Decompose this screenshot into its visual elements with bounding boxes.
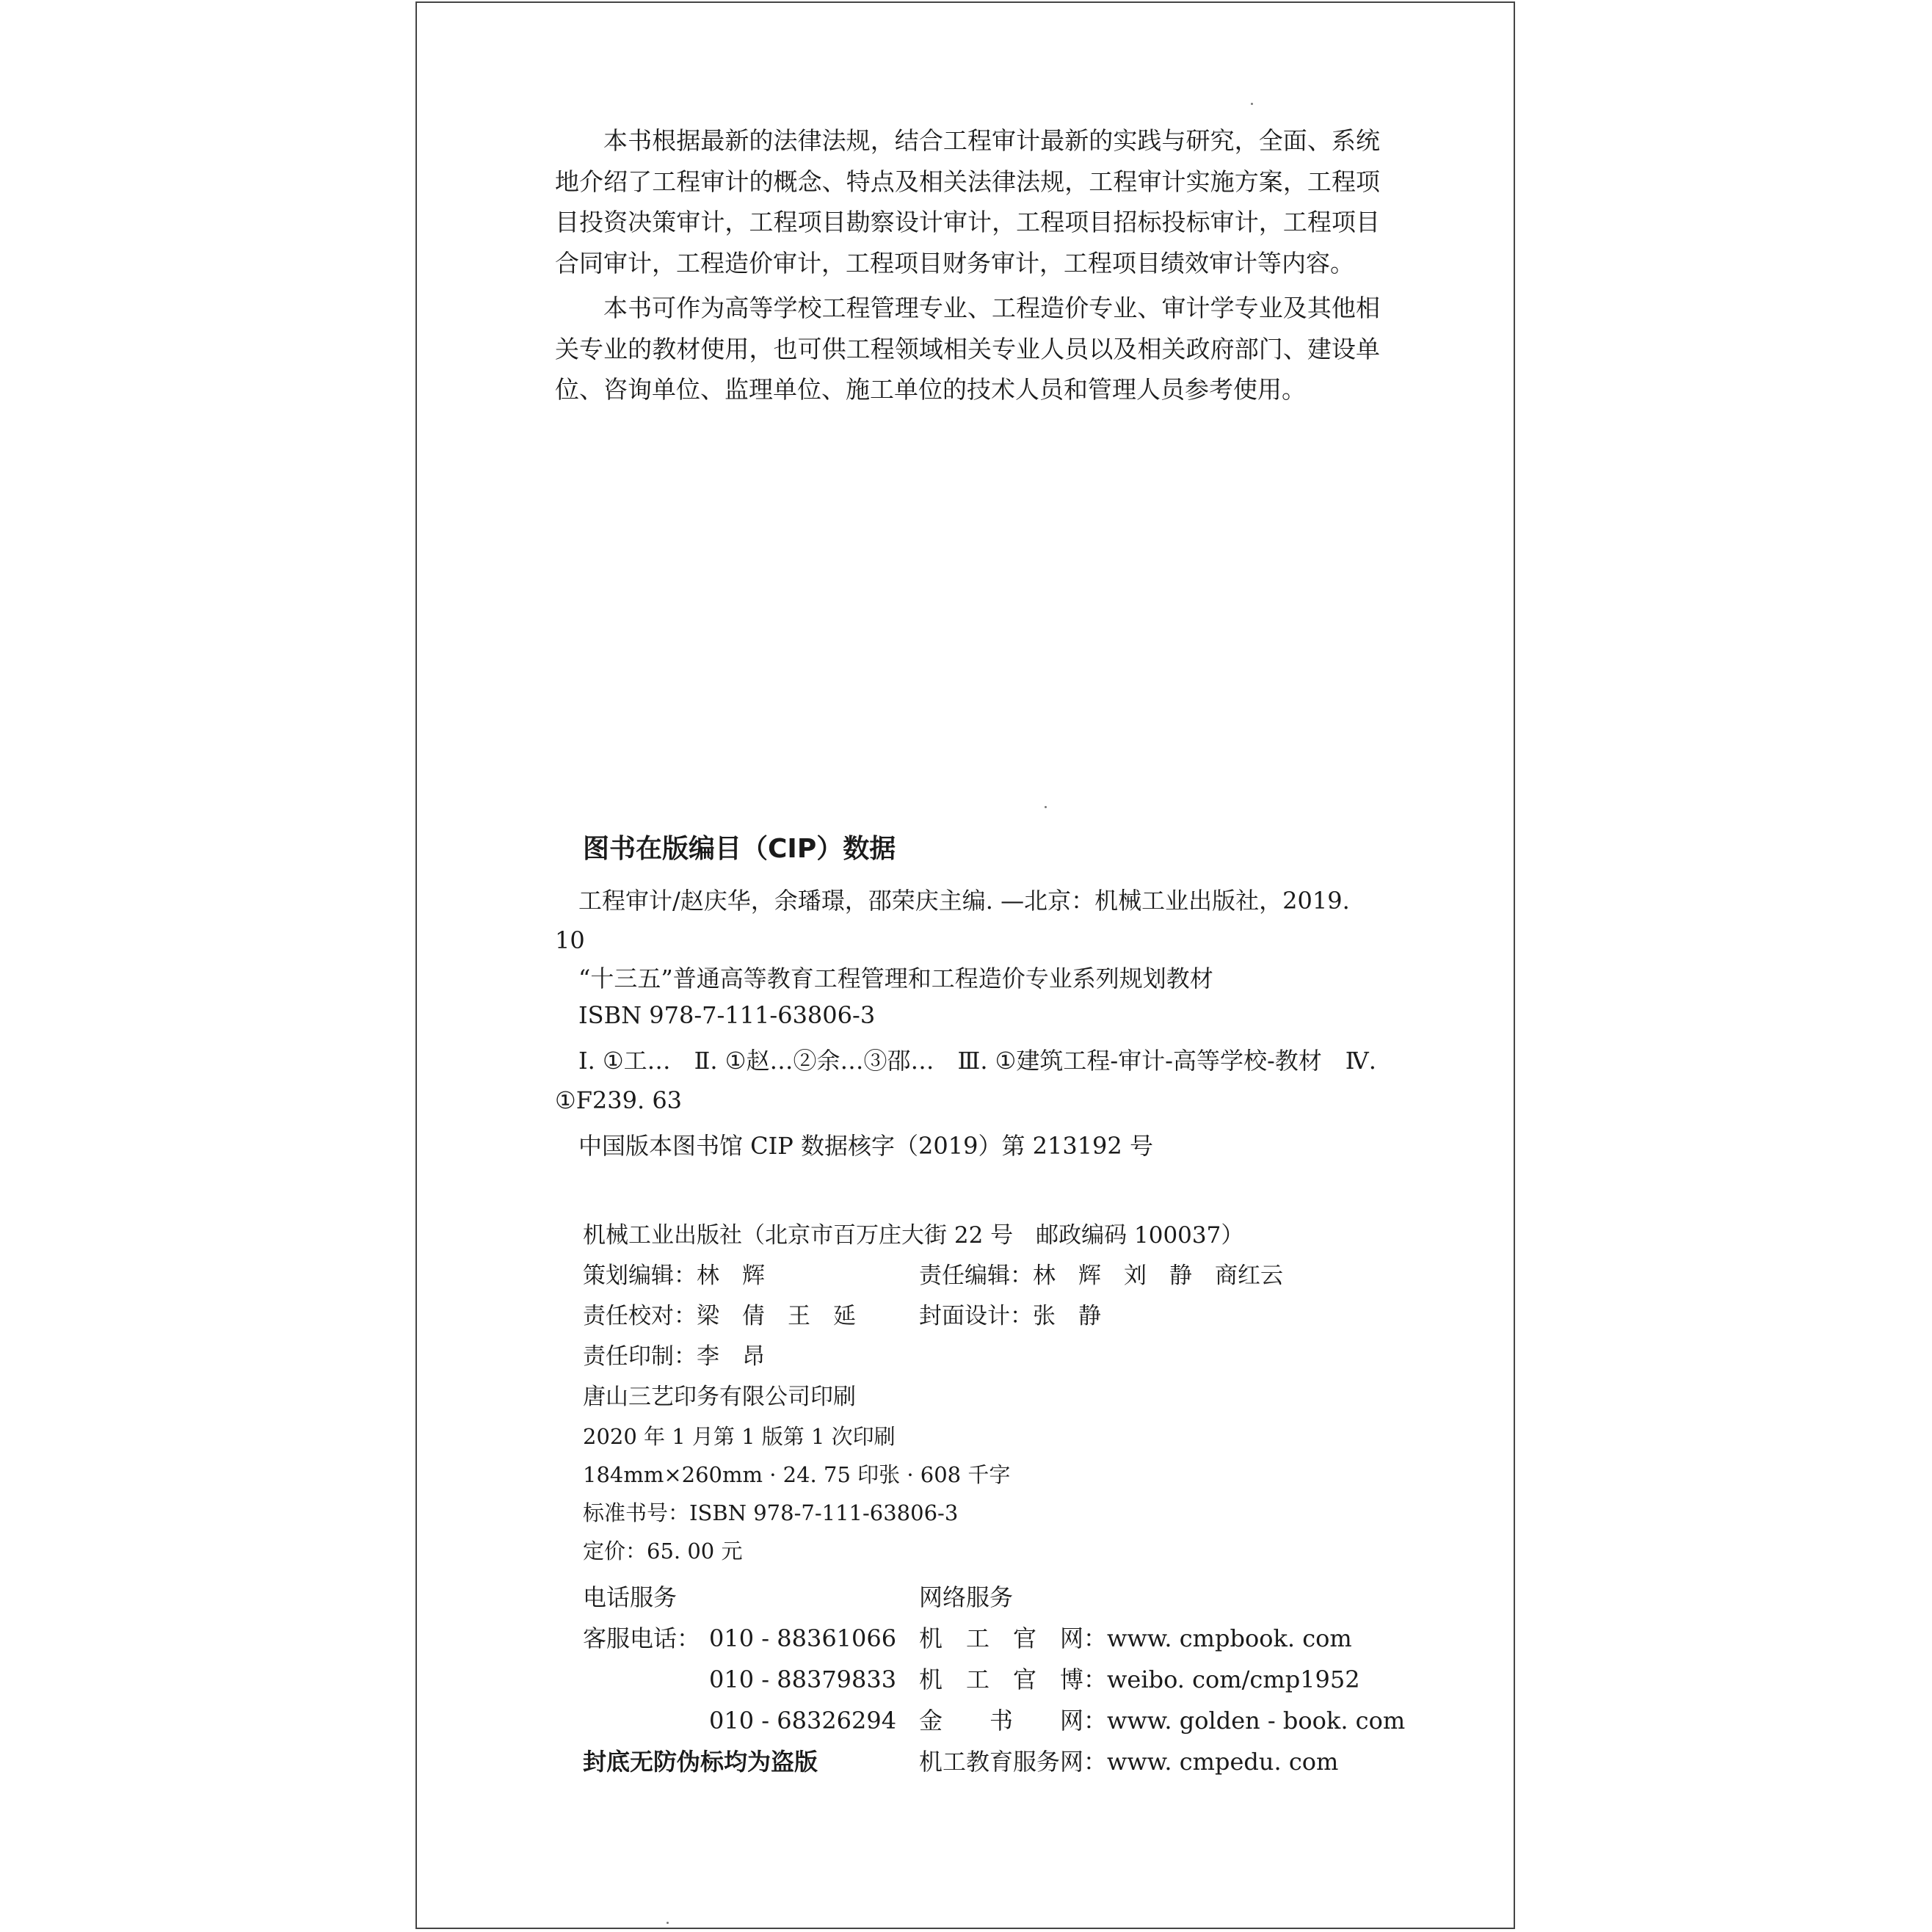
cip-series: “十三五”普通高等教育工程管理和工程造价专业系列规划教材 — [578, 965, 1213, 992]
publisher: 机械工业出版社（北京市百万庄大街 22 号 邮政编码 100037） — [583, 1222, 1244, 1249]
hotline-label: 客服电话： — [583, 1624, 701, 1652]
cip-entry: 工程审计/赵庆华，余璠璟，邵荣庆主编. —北京：机械工业出版社，2019. 10 — [555, 887, 1350, 954]
responsible-editors: 责任编辑：林 辉 刘 静 商红云 — [919, 1263, 1283, 1289]
print-speck — [1251, 103, 1253, 105]
print-speck — [1045, 806, 1047, 808]
anti-piracy-notice: 封底无防伪标均为盗版 — [583, 1748, 818, 1776]
phone-number: 010 - 88379833 — [709, 1666, 897, 1693]
proofreaders: 责任校对：梁 倩 王 延 — [583, 1303, 856, 1329]
service-headings — [583, 1577, 1380, 1618]
network-service-heading: 网络服务 — [919, 1583, 1014, 1611]
printing-supervisor: 责任印制：李 昂 — [583, 1343, 765, 1370]
book-page — [415, 1, 1515, 1929]
abstract-paragraph: 本书根据最新的法律法规，结合工程审计最新的实践与研究，全面、系统地介绍了工程审计的概念、特点及相关法律法规，工程审计实施方案，工程项目投资决策审计，工程项目勘察设计审计，工程项目招标投标审计，工程项目合同审计，工程造价审计，工程项目财务审计，工程项目绩效审计等内容。 — [555, 126, 1380, 277]
service-row — [583, 1700, 1406, 1741]
publication-info — [583, 1216, 1380, 1570]
cip-verification: 中国版本图书馆 CIP 数据核字（2019）第 213192 号 — [578, 1132, 1153, 1160]
printer: 唐山三艺印务有限公司印刷 — [583, 1384, 856, 1410]
cover-design: 封面设计：张 静 — [919, 1303, 1101, 1329]
weibo-entry — [919, 1659, 1360, 1700]
website-url: www. golden - book. com — [1107, 1707, 1406, 1735]
cip-isbn: ISBN 978-7-111-63806-3 — [578, 1001, 876, 1029]
website-url: www. cmpbook. com — [1107, 1624, 1352, 1652]
phone-number: 010 - 68326294 — [709, 1707, 897, 1735]
planning-editor: 策划编辑：林 辉 — [583, 1263, 765, 1289]
cip-classification: Ⅰ. ①工… Ⅱ. ①赵…②余…③邵… Ⅲ. ①建筑工程-审计-高等学校-教材 Ⅳ. ①F239. 63 — [555, 1047, 1376, 1114]
editors-row — [583, 1256, 1380, 1296]
website-entry — [919, 1700, 1405, 1741]
website-label: 机 工 官 博： — [919, 1666, 1108, 1693]
service-row — [583, 1741, 1380, 1782]
proofread-row — [583, 1296, 1380, 1337]
phone-number: 010 - 88361066 — [709, 1624, 897, 1652]
print-speck — [667, 1922, 669, 1924]
format: 184mm×260mm · 24. 75 印张 · 608 千字 — [583, 1462, 1011, 1487]
edition: 2020 年 1 月第 1 版第 1 次印刷 — [583, 1424, 896, 1449]
price: 定价：65. 00 元 — [583, 1539, 743, 1564]
service-row — [583, 1618, 1380, 1659]
phone-service-heading: 电话服务 — [583, 1583, 678, 1611]
website-url: www. cmpedu. com — [1107, 1748, 1339, 1776]
website-label: 机工教育服务网： — [919, 1748, 1108, 1776]
service-info — [583, 1577, 1406, 1782]
abstract-paragraph: 本书可作为高等学校工程管理专业、工程造价专业、审计学专业及其他相关专业的教材使用，也可供工程领域相关专业人员以及相关政府部门、建设单位、咨询单位、监理单位、施工单位的技术人员和管理人员参考使用。 — [555, 294, 1380, 404]
website-label: 机 工 官 网： — [919, 1624, 1108, 1652]
service-row — [583, 1659, 1380, 1700]
website-label: 金 书 网： — [919, 1707, 1108, 1735]
cip-title: 图书在版编目（CIP）数据 — [583, 834, 896, 864]
website-url: weibo. com/cmp1952 — [1107, 1666, 1360, 1693]
website-entry — [919, 1618, 1352, 1659]
standard-isbn: 标准书号：ISBN 978-7-111-63806-3 — [583, 1500, 959, 1525]
website-entry — [919, 1741, 1338, 1782]
cip-data — [555, 881, 1380, 1164]
abstract — [555, 120, 1380, 415]
